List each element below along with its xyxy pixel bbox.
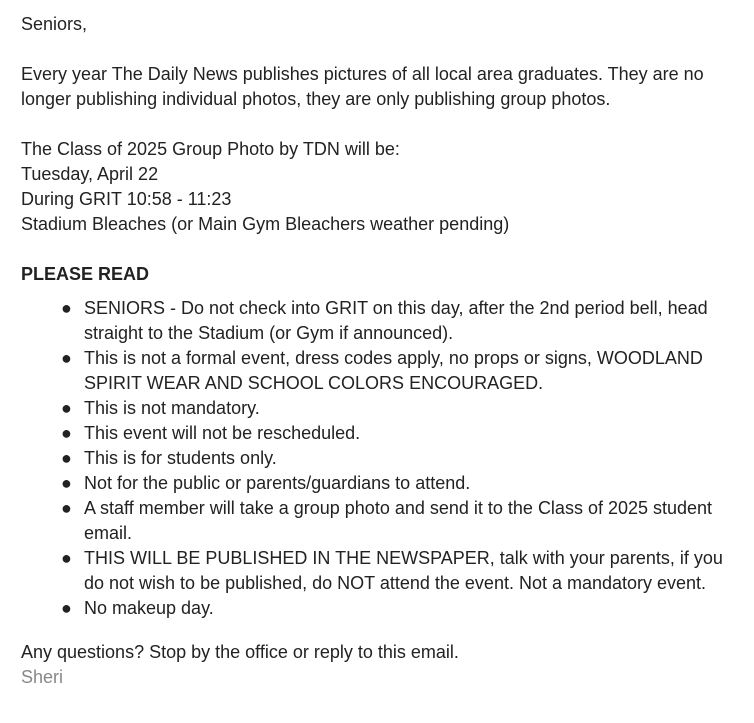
list-item: [61, 596, 740, 621]
greeting: Seniors,: [21, 14, 88, 34]
details-date: Tuesday, April 22: [21, 164, 159, 184]
list-item: [61, 296, 740, 346]
list-item: [61, 446, 740, 471]
bullet-icon: ●: [61, 448, 72, 468]
list-item-text: This event will not be rescheduled.: [84, 423, 361, 443]
list-item: [61, 471, 740, 496]
bullet-icon: ●: [61, 548, 72, 568]
spacer: [21, 112, 740, 137]
list-item-text: This is not a formal event, dress codes apply, no props or signs, WOODLAND SPIRIT WEAR AND SCHOOL COLORS ENCOURAGED.: [84, 348, 703, 393]
photo-details: [21, 137, 740, 237]
bullet-icon: ●: [61, 473, 72, 493]
list-item-text: This is for students only.: [84, 448, 277, 468]
spacer: [21, 621, 740, 640]
list-item-text: A staff member will take a group photo and send it to the Class of 2025 student email.: [84, 498, 713, 543]
list-item-text: THIS WILL BE PUBLISHED IN THE NEWSPAPER, talk with your parents, if you do not wish to be published, do NOT attend the event. Not a mandatory event.: [84, 548, 723, 593]
list-item: [61, 496, 740, 546]
list-item-text: Not for the public or parents/guardians to attend.: [84, 473, 471, 493]
bullet-icon: ●: [61, 348, 72, 368]
please-read-heading: PLEASE READ: [21, 264, 150, 284]
bullet-icon: ●: [61, 298, 72, 318]
details-location: Stadium Bleaches (or Main Gym Bleachers weather pending): [21, 214, 510, 234]
list-item-text: No makeup day.: [84, 598, 214, 618]
spacer: [21, 237, 740, 262]
bullet-icon: ●: [61, 398, 72, 418]
list-item: [61, 396, 740, 421]
list-item: [61, 346, 740, 396]
list-item: [61, 546, 740, 596]
rules-list: [21, 296, 740, 621]
intro-paragraph: Every year The Daily News publishes pictures of all local area graduates. They are no longer publishing individual photos, they are only publishing group photos.: [21, 64, 704, 109]
spacer: [21, 37, 740, 62]
list-item-text: SENIORS - Do not check into GRIT on this day, after the 2nd period bell, head straight to the Stadium (or Gym if announced).: [84, 298, 708, 343]
bullet-icon: ●: [61, 598, 72, 618]
signature: Sheri: [21, 667, 64, 687]
details-intro: The Class of 2025 Group Photo by TDN will be:: [21, 139, 400, 159]
list-item: [61, 421, 740, 446]
bullet-icon: ●: [61, 498, 72, 518]
details-time: During GRIT 10:58 - 11:23: [21, 189, 232, 209]
list-item-text: This is not mandatory.: [84, 398, 260, 418]
bullet-icon: ●: [61, 423, 72, 443]
closing-line: Any questions? Stop by the office or reply to this email.: [21, 642, 459, 662]
